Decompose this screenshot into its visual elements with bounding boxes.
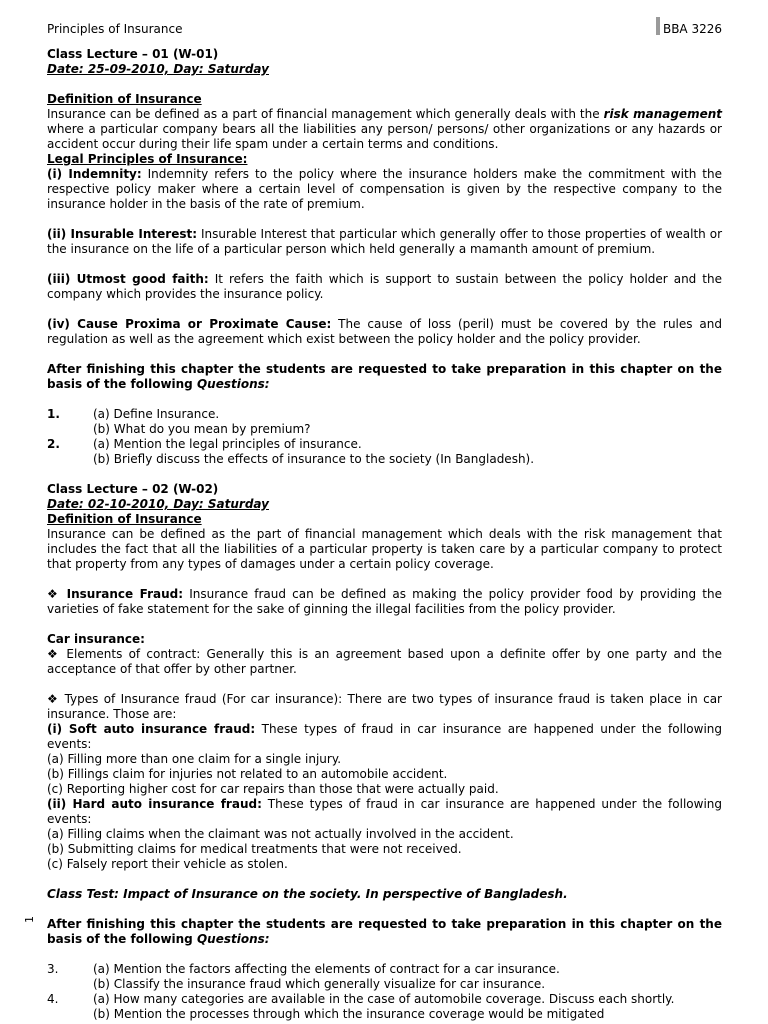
lecture1-definition-text: Insurance can be defined as a part of financial management which generally deals with the risk management where a particular company bears all the liabilities any person/ persons/ other organizations or any hazards or accident occur during their life spam under a certain terms and conditions. [47,107,722,151]
soft-fraud-paragraph: (i) Soft auto insurance fraud: These types of fraud in car insurance are happened under the following events: [47,722,723,751]
document-page [47,22,722,1022]
hard-fraud-paragraph: (ii) Hard auto insurance fraud: These types of fraud in car insurance are happened under the following events: [47,797,723,826]
page-header [47,22,722,37]
lecture1-date: Date: 25-09-2010, Day: Saturday [47,62,269,76]
principle-insurable-interest: (ii) Insurable Interest: Insurable Interest that particular which generally offer to those properties of wealth or the insurance on the life of a particular person which held generally a mamanth amount of premium. [47,227,723,256]
hard-fraud-b: (b) Submitting claims for medical treatments that were not received. [47,842,462,856]
hard-fraud-a: (a) Filling claims when the claimant was not actually involved in the accident. [47,827,514,841]
elements-of-contract: ❖ Elements of contract: Generally this is an agreement based upon a definite offer by one party and the acceptance of that offer by other partner. [47,647,722,676]
page-number: 1 [23,916,36,923]
principle-utmost-good-faith: (iii) Utmost good faith: It refers the faith which is support to sustain between the policy holder and the company which provides the insurance policy. [47,272,722,301]
principle-indemnity: (i) Indemnity: Indemnity refers to the policy where the insurance holders make the commitment with the respective policy maker where a certain level of compensation is given by the respective company to the insurance holder in the basis of the rate of premium. [47,167,722,211]
header-course-code: BBA 3226 [662,22,722,36]
insurance-fraud-paragraph: ❖ Insurance Fraud: Insurance fraud can be defined as making the policy provider food by providing the varieties of fake statement for the sake of ginning the illegal facilities from the policy provider. [47,587,722,616]
lecture1-after-note: After finishing this chapter the students are requested to take preparation in this chapter on the basis of the following Questions: [47,362,722,391]
question-3: 3. (a) Mention the factors affecting the elements of contract for a car insurance. (b) Classify the insurance fraud which generally visualize for car insurance. [47,962,560,991]
lecture2-date: Date: 02-10-2010, Day: Saturday [47,497,269,511]
question-2: 2. (a) Mention the legal principles of insurance. (b) Briefly discuss the effects of insurance to the society (In Bangladesh). [47,437,535,466]
lecture2-definition-text: Insurance can be defined as the part of financial management which deals with the risk management that includes the fact that all the liabilities of a particular property is taken care by a particular company to protect that property from any types of damages under a certain policy coverage. [47,527,722,571]
question-1: 1. (a) Define Insurance. (b) What do you mean by premium? [47,407,311,436]
lecture2-title: Class Lecture – 02 (W-02) [47,482,219,496]
class-test-note: Class Test: Impact of Insurance on the society. In perspective of Bangladesh. [47,887,568,901]
lecture2-definition-heading: Definition of Insurance [47,512,202,526]
question-4: 4. (a) How many categories are available in the case of automobile coverage. Discuss each shortly. (b) Mention the processes through which the insurance coverage would be mitigated [47,992,675,1021]
hard-fraud-c: (c) Falsely report their vehicle as stolen. [47,857,288,871]
types-of-fraud: ❖ Types of Insurance fraud (For car insurance): There are two types of insurance fraud is taken place in car insurance. Those are: [47,692,722,721]
soft-fraud-c: (c) Reporting higher cost for car repairs than those that were actually paid. [47,782,499,796]
principle-proximate-cause: (iv) Cause Proxima or Proximate Cause: The cause of loss (peril) must be covered by the rules and regulation as well as the agreement which exist between the policy holder and the policy provider. [47,317,722,346]
lecture1-definition-heading: Definition of Insurance [47,92,202,106]
header-course-title: Principles of Insurance [47,22,183,36]
lecture1-title: Class Lecture – 01 (W-01) [47,47,219,61]
lecture2-after-note: After finishing this chapter the students are requested to take preparation in this chapter on the basis of the following Questions: [47,917,722,946]
soft-fraud-a: (a) Filling more than one claim for a single injury. [47,752,342,766]
soft-fraud-b: (b) Fillings claim for injuries not related to an automobile accident. [47,767,448,781]
legal-principles-heading: Legal Principles of Insurance: [47,152,248,166]
car-insurance-heading: Car insurance: [47,632,145,646]
